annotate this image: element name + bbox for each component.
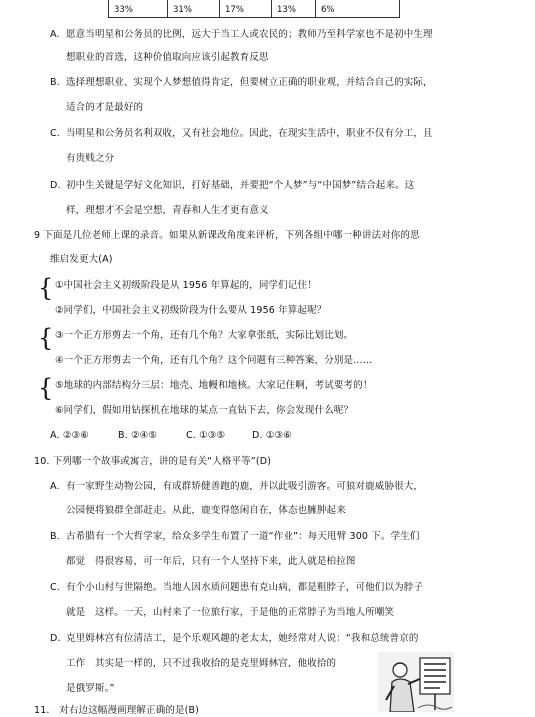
q8-option-c-cont: 有贵贱之分 — [66, 153, 115, 164]
q9-answer-a: A. ②③⑥ — [50, 430, 89, 441]
q9-statement: ③一个正方形剪去一个角，还有几个角？大家拿张纸，实际比划比划。 — [55, 330, 354, 341]
q10-option-d-cont: 工作 其实是一样的，只不过我收拾的是克里姆林宫，他收拾的 — [66, 658, 337, 669]
q10-option-b: B. 古希腊有一个大哲学家，给众多学生布置了一道“作业”：每天甩臂 300 下。学生们 — [50, 531, 420, 542]
q10-option-b-cont: 都觉 得很容易，可一年后，只有一个人坚持下来，此人就是柏拉图 — [66, 556, 356, 567]
q9-stem: 9 下面是几位老师上课的录音。如果从新课改角度来评析，下列各组中哪一种讲法对你的思 — [34, 230, 420, 241]
q10-option-d-cont: 是俄罗斯。” — [66, 683, 115, 694]
q10-option-a: A. 有一家野生动物公园，有成群矫健善跑的鹿，并以此吸引游客。可狼对鹿威胁很大， — [50, 481, 424, 492]
q8-option-d-cont: 样，理想才不会是空想，青春和人生才更有意义 — [66, 205, 269, 216]
q9-answer-d: D. ①③⑥ — [252, 430, 292, 441]
q10-option-a-cont: 公园便将狼群全部赶走。从此，鹿变得悠闲自在，体态也臃肿起来 — [66, 505, 346, 516]
table-cell: 33% — [109, 0, 168, 18]
table-cell: 17% — [220, 0, 272, 18]
q10-option-c: C. 有个小山村与世隔绝。当地人因水质问题患有克山病，都是粗脖子，可他们以为脖子 — [50, 582, 424, 593]
q9-statement: ⑤地球的内部结构分三层：地壳、地幔和地核。大家记住啊，考试要考的！ — [55, 380, 373, 391]
q8-option-a-cont: 想职业的首选，这种价值取向应该引起教育反思 — [66, 52, 269, 63]
q8-option-b: B. 选择理想职业、实现个人梦想值得肯定，但要树立正确的职业观，并结合自己的实际， — [50, 77, 433, 88]
table-cell: 31% — [168, 0, 220, 18]
table-cell: 13% — [272, 0, 316, 18]
table-cell: 6% — [316, 0, 400, 18]
table-row — [109, 0, 400, 18]
cartoon-illustration — [378, 652, 454, 712]
q10-stem: 10. 下列哪一个故事或寓言，讲的是有关“人格平等”(D) — [34, 456, 272, 467]
q10-option-c-cont: 就是 这样。一天，山村来了一位旅行家，于是他的正常脖子为当地人所嘲笑 — [66, 607, 395, 618]
q9-stem-cont: 维启发更大(A) — [50, 254, 113, 265]
percentage-table — [108, 0, 400, 18]
brace-icon: { — [38, 374, 54, 402]
brace-icon: { — [38, 274, 54, 302]
q9-statement: ②同学们，中国社会主义初级阶段为什么要从 1956 年算起呢？ — [55, 305, 327, 316]
q8-option-a: A. 愿意当明星和公务员的比例，远大于当工人或农民的；教师乃至科学家也不是初中生理 — [50, 29, 433, 40]
q9-statement: ⑥同学们，假如用钻探机在地球的某点一直钻下去，你会发现什么呢？ — [55, 405, 354, 416]
q9-statement: ④一个正方形剪去一个角，还有几个角？这个问题有三种答案，分别是…… — [55, 355, 373, 366]
q8-option-d: D. 初中生关键是学好文化知识，打好基础，并要把“个人梦”与“中国梦”结合起来。这 — [50, 180, 415, 191]
q8-option-c: C. 当明星和公务员名利双收，又有社会地位。因此，在现实生活中，职业不仅有分工，且 — [50, 128, 433, 139]
q11-stem: 11. 对右边这幅漫画理解正确的是(B) — [34, 705, 200, 716]
q9-statement: ①中国社会主义初级阶段是从 1956 年算起的，同学们记住！ — [55, 280, 317, 291]
q9-answer-c: C. ①③⑤ — [186, 430, 226, 441]
q9-answer-b: B. ②④⑤ — [118, 430, 158, 441]
brace-icon: { — [38, 324, 54, 352]
q8-option-b-cont: 适合的才是最好的 — [66, 102, 144, 113]
q10-option-d: D. 克里姆林宫有位清洁工，是个乐观风趣的老太太，她经常对人说：“我和总统普京的 — [50, 633, 419, 644]
